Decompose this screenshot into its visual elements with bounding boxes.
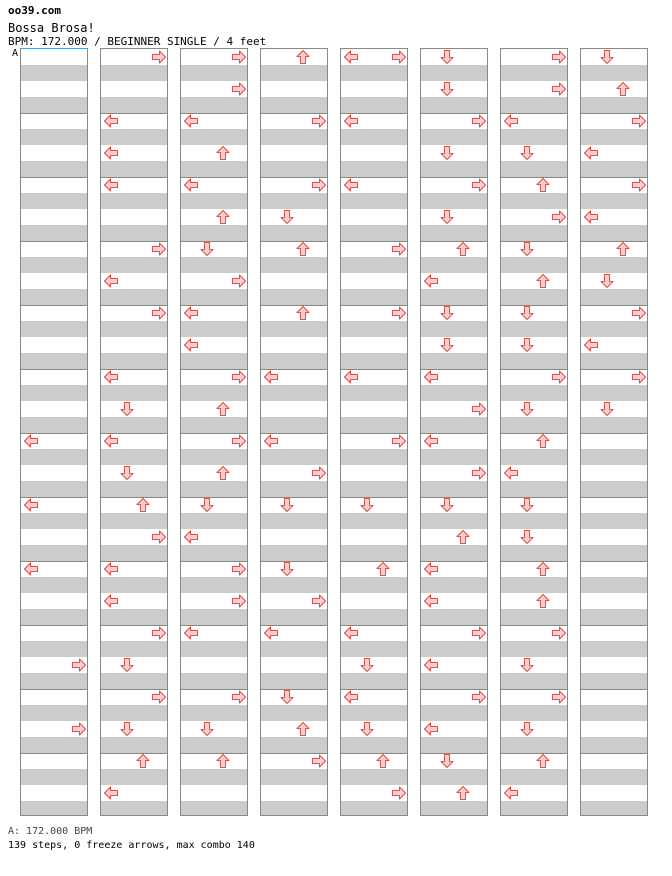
measure-line — [21, 177, 87, 178]
up-arrow-icon — [535, 753, 551, 769]
left-arrow-icon — [263, 433, 279, 449]
down-arrow-icon — [199, 497, 215, 513]
measure-line — [21, 689, 87, 690]
left-arrow-icon — [503, 785, 519, 801]
measure-line — [341, 753, 407, 754]
left-arrow-icon — [103, 561, 119, 577]
left-arrow-icon — [103, 273, 119, 289]
right-arrow-icon — [391, 49, 407, 65]
chart-column-4 — [260, 48, 328, 816]
left-arrow-icon — [503, 113, 519, 129]
left-arrow-icon — [103, 593, 119, 609]
measure-line — [341, 561, 407, 562]
right-arrow-icon — [151, 305, 167, 321]
down-arrow-icon — [279, 689, 295, 705]
down-arrow-icon — [519, 529, 535, 545]
up-arrow-icon — [535, 273, 551, 289]
down-arrow-icon — [439, 81, 455, 97]
down-arrow-icon — [199, 241, 215, 257]
right-arrow-icon — [231, 369, 247, 385]
left-arrow-icon — [183, 177, 199, 193]
down-arrow-icon — [119, 401, 135, 417]
measure-line — [21, 369, 87, 370]
up-arrow-icon — [215, 753, 231, 769]
down-arrow-icon — [279, 209, 295, 225]
measure-line — [501, 177, 567, 178]
left-arrow-icon — [423, 657, 439, 673]
down-arrow-icon — [439, 753, 455, 769]
down-arrow-icon — [519, 657, 535, 673]
up-arrow-icon — [535, 593, 551, 609]
right-arrow-icon — [151, 689, 167, 705]
left-arrow-icon — [343, 49, 359, 65]
down-arrow-icon — [599, 49, 615, 65]
left-arrow-icon — [183, 625, 199, 641]
left-arrow-icon — [23, 497, 39, 513]
up-arrow-icon — [375, 753, 391, 769]
up-arrow-icon — [375, 561, 391, 577]
up-arrow-icon — [135, 753, 151, 769]
right-arrow-icon — [151, 529, 167, 545]
up-arrow-icon — [535, 177, 551, 193]
chart-info: BPM: 172.000 / BEGINNER SINGLE / 4 feet — [8, 35, 267, 48]
right-arrow-icon — [311, 593, 327, 609]
right-arrow-icon — [471, 177, 487, 193]
left-arrow-icon — [23, 433, 39, 449]
right-arrow-icon — [391, 241, 407, 257]
bpm-legend: A: 172.000 BPM — [8, 826, 93, 837]
measure-line — [581, 753, 647, 754]
measure-line — [261, 241, 327, 242]
measure-line — [581, 433, 647, 434]
left-arrow-icon — [343, 689, 359, 705]
right-arrow-icon — [151, 49, 167, 65]
measure-line — [181, 753, 247, 754]
down-arrow-icon — [519, 241, 535, 257]
right-arrow-icon — [551, 81, 567, 97]
measure-line — [501, 433, 567, 434]
down-arrow-icon — [119, 657, 135, 673]
left-arrow-icon — [103, 177, 119, 193]
down-arrow-icon — [519, 337, 535, 353]
right-arrow-icon — [631, 369, 647, 385]
down-arrow-icon — [439, 145, 455, 161]
measure-line — [501, 753, 567, 754]
right-arrow-icon — [151, 625, 167, 641]
measure-line — [261, 305, 327, 306]
right-arrow-icon — [231, 689, 247, 705]
right-arrow-icon — [471, 113, 487, 129]
right-arrow-icon — [311, 177, 327, 193]
left-arrow-icon — [423, 593, 439, 609]
down-arrow-icon — [359, 497, 375, 513]
left-arrow-icon — [423, 561, 439, 577]
left-arrow-icon — [343, 625, 359, 641]
right-arrow-icon — [231, 49, 247, 65]
left-arrow-icon — [103, 785, 119, 801]
up-arrow-icon — [455, 529, 471, 545]
down-arrow-icon — [599, 273, 615, 289]
right-arrow-icon — [471, 401, 487, 417]
up-arrow-icon — [295, 305, 311, 321]
up-arrow-icon — [455, 241, 471, 257]
measure-line — [21, 625, 87, 626]
left-arrow-icon — [343, 369, 359, 385]
left-arrow-icon — [583, 209, 599, 225]
down-arrow-icon — [439, 305, 455, 321]
down-arrow-icon — [519, 497, 535, 513]
down-arrow-icon — [119, 465, 135, 481]
left-arrow-icon — [263, 369, 279, 385]
up-arrow-icon — [215, 145, 231, 161]
right-arrow-icon — [311, 753, 327, 769]
right-arrow-icon — [71, 721, 87, 737]
left-arrow-icon — [103, 433, 119, 449]
up-arrow-icon — [215, 401, 231, 417]
up-arrow-icon — [455, 785, 471, 801]
right-arrow-icon — [231, 561, 247, 577]
right-arrow-icon — [631, 177, 647, 193]
right-arrow-icon — [391, 433, 407, 449]
left-arrow-icon — [263, 625, 279, 641]
measure-line — [501, 561, 567, 562]
right-arrow-icon — [551, 625, 567, 641]
left-arrow-icon — [183, 529, 199, 545]
chart-column-3 — [180, 48, 248, 816]
measure-line — [101, 497, 167, 498]
left-arrow-icon — [423, 369, 439, 385]
measure-line — [101, 753, 167, 754]
song-title: Bossa Brosa! — [8, 21, 95, 35]
up-arrow-icon — [135, 497, 151, 513]
measure-line — [581, 561, 647, 562]
up-arrow-icon — [535, 433, 551, 449]
measure-line — [21, 113, 87, 114]
right-arrow-icon — [471, 465, 487, 481]
right-arrow-icon — [471, 625, 487, 641]
left-arrow-icon — [423, 721, 439, 737]
right-arrow-icon — [71, 657, 87, 673]
left-arrow-icon — [183, 113, 199, 129]
measure-line — [581, 689, 647, 690]
right-arrow-icon — [631, 305, 647, 321]
left-arrow-icon — [23, 561, 39, 577]
right-arrow-icon — [551, 689, 567, 705]
right-arrow-icon — [231, 593, 247, 609]
left-arrow-icon — [503, 465, 519, 481]
right-arrow-icon — [551, 49, 567, 65]
left-arrow-icon — [343, 113, 359, 129]
chart-column-2 — [100, 48, 168, 816]
right-arrow-icon — [551, 369, 567, 385]
right-arrow-icon — [391, 305, 407, 321]
right-arrow-icon — [631, 113, 647, 129]
measure-line — [581, 241, 647, 242]
up-arrow-icon — [615, 241, 631, 257]
chart-column-6 — [420, 48, 488, 816]
step-stats: 139 steps, 0 freeze arrows, max combo 140 — [8, 840, 255, 851]
up-arrow-icon — [295, 721, 311, 737]
chart-column-8 — [580, 48, 648, 816]
right-arrow-icon — [311, 113, 327, 129]
down-arrow-icon — [199, 721, 215, 737]
chart-column-5 — [340, 48, 408, 816]
down-arrow-icon — [439, 209, 455, 225]
down-arrow-icon — [279, 561, 295, 577]
bpm-marker: A — [12, 48, 19, 59]
down-arrow-icon — [519, 145, 535, 161]
chart-column-1 — [20, 48, 88, 816]
up-arrow-icon — [295, 241, 311, 257]
left-arrow-icon — [183, 337, 199, 353]
up-arrow-icon — [215, 209, 231, 225]
up-arrow-icon — [215, 465, 231, 481]
down-arrow-icon — [359, 657, 375, 673]
down-arrow-icon — [519, 401, 535, 417]
right-arrow-icon — [391, 785, 407, 801]
measure-line — [581, 497, 647, 498]
right-arrow-icon — [231, 433, 247, 449]
down-arrow-icon — [439, 497, 455, 513]
left-arrow-icon — [103, 113, 119, 129]
left-arrow-icon — [103, 369, 119, 385]
right-arrow-icon — [551, 209, 567, 225]
left-arrow-icon — [343, 177, 359, 193]
left-arrow-icon — [183, 305, 199, 321]
up-arrow-icon — [295, 49, 311, 65]
left-arrow-icon — [583, 337, 599, 353]
down-arrow-icon — [599, 401, 615, 417]
site-name[interactable]: oo39.com — [8, 4, 61, 17]
down-arrow-icon — [519, 721, 535, 737]
right-arrow-icon — [151, 241, 167, 257]
down-arrow-icon — [439, 49, 455, 65]
down-arrow-icon — [279, 497, 295, 513]
down-arrow-icon — [519, 305, 535, 321]
down-arrow-icon — [359, 721, 375, 737]
left-arrow-icon — [423, 433, 439, 449]
measure-line — [581, 625, 647, 626]
left-arrow-icon — [583, 145, 599, 161]
down-arrow-icon — [119, 721, 135, 737]
right-arrow-icon — [231, 273, 247, 289]
right-arrow-icon — [471, 689, 487, 705]
left-arrow-icon — [423, 273, 439, 289]
measure-line — [21, 753, 87, 754]
down-arrow-icon — [439, 337, 455, 353]
left-arrow-icon — [103, 145, 119, 161]
up-arrow-icon — [535, 561, 551, 577]
chart-column-7 — [500, 48, 568, 816]
bpm-marker-line — [21, 48, 87, 49]
measure-line — [21, 305, 87, 306]
measure-line — [421, 241, 487, 242]
measure-line — [21, 241, 87, 242]
right-arrow-icon — [311, 465, 327, 481]
up-arrow-icon — [615, 81, 631, 97]
right-arrow-icon — [231, 81, 247, 97]
